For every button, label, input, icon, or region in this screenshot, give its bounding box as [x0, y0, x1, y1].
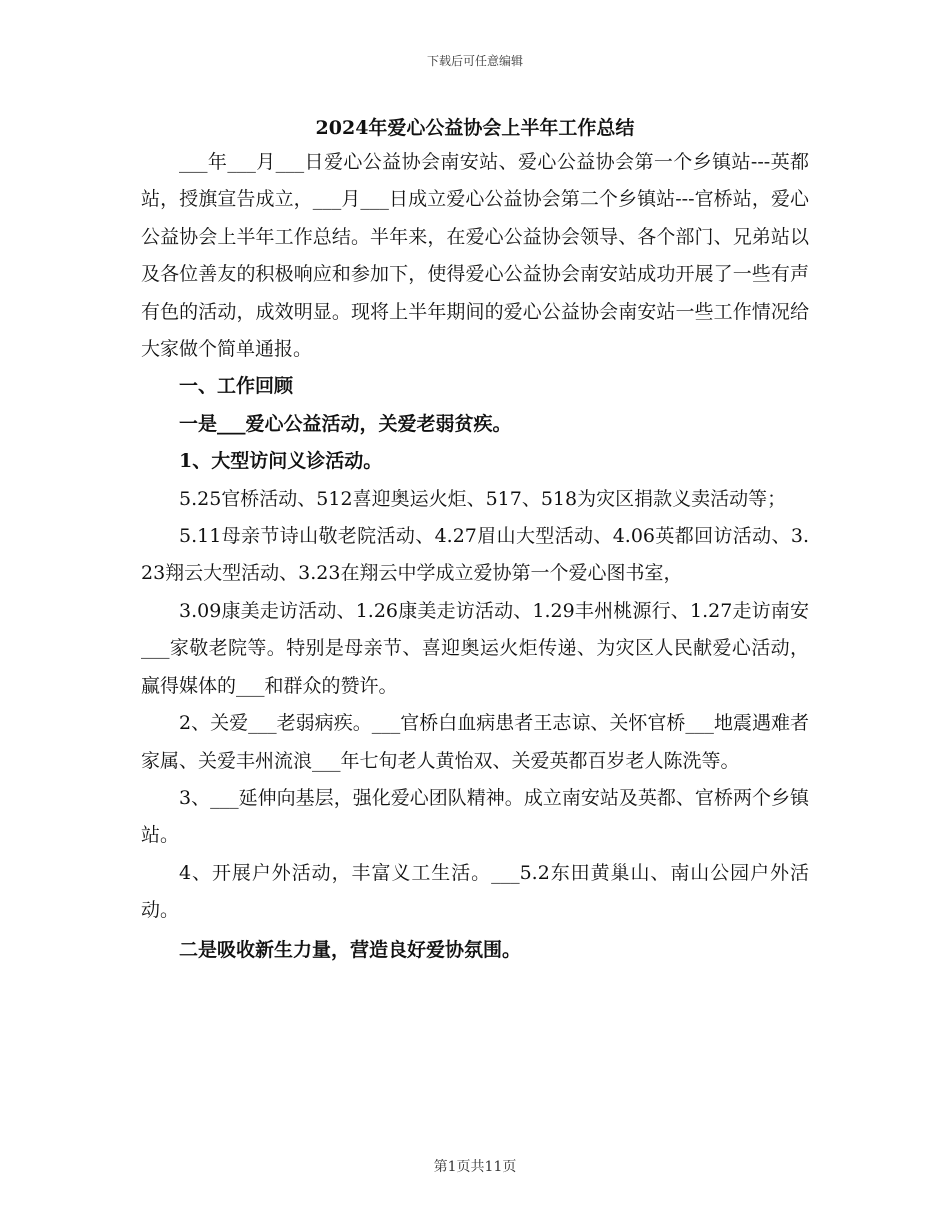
- page-header-note: 下载后可任意编辑: [426, 54, 523, 68]
- document-body: [141, 144, 809, 969]
- item-paragraph-4: 4、开展户外活动，丰富义工生活。___5.2东田黄巢山、南山公园户外活动。: [141, 861, 809, 922]
- activity-paragraph-2: 5.11母亲节诗山敬老院活动、4.27眉山大型活动、4.06英都回访活动、3.23翔云大型活动、3.23在翔云中学成立爱协第一个爱心图书室，: [141, 525, 809, 585]
- item-heading-1: 1、大型访问义诊活动。: [179, 450, 383, 473]
- subsection-heading-2: 二是吸收新生力量，营造良好爱协氛围。: [179, 938, 522, 961]
- subsection-heading-1: 一是___爱心公益活动，关爱老弱贫疾。: [179, 412, 512, 435]
- activity-paragraph-3: 3.09康美走访活动、1.26康美走访活动、1.29丰州桃源行、1.27走访南安___家敬老院等。特别是母亲节、喜迎奥运火炬传递、为灾区人民献爱心活动，赢得媒体的___和群众的赞许。: [141, 599, 809, 697]
- page-number-footer: 第1页共11页: [433, 1159, 517, 1175]
- document-title: 2024年爱心公益协会上半年工作总结: [315, 117, 635, 139]
- intro-paragraph: ___年___月___日爱心公益协会南安站、爱心公益协会第一个乡镇站---英都站，授旗宣告成立，___月___日成立爱心公益协会第二个乡镇站---官桥站，爱心公益协会上半年工作总结。半年来，在爱心公益协会领导、各个部门、兄弟站以及各位善友的积极响应和参加下，使得爱心公益协会南安站成功开展了一些有声有色的活动，成效明显。现将上半年期间的爱心公益协会南安站一些工作情况给大家做个简单通报。: [141, 151, 809, 361]
- item-paragraph-2: 2、关爱___老弱病疾。___官桥白血病患者王志谅、关怀官桥___地震遇难者家属、关爱丰州流浪___年七旬老人黄怡双、关爱英都百岁老人陈洗等。: [141, 712, 809, 772]
- section-heading-work-review: 一、工作回顾: [179, 375, 294, 398]
- item-paragraph-3: 3、___延伸向基层，强化爱心团队精神。成立南安站及英都、官桥两个乡镇站。: [141, 786, 809, 847]
- activity-paragraph-1: 5.25官桥活动、512喜迎奥运火炬、517、518为灾区捐款义卖活动等；: [179, 487, 787, 510]
